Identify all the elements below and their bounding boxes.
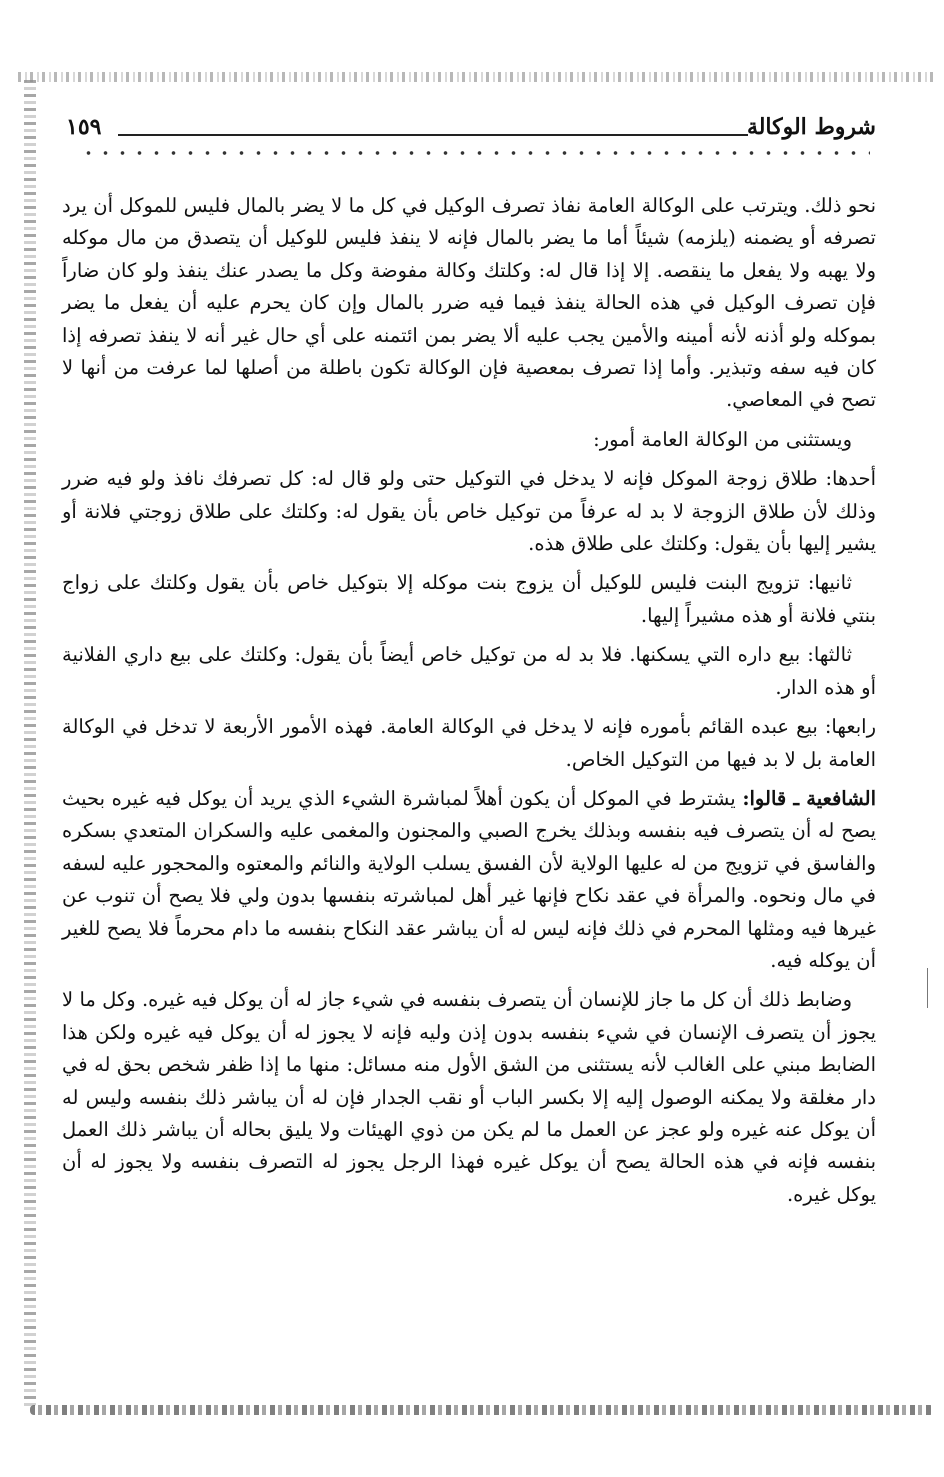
paragraph [62, 190, 876, 417]
decorative-border-left [24, 80, 36, 1410]
decorative-border-top [18, 72, 934, 82]
paragraph [62, 567, 876, 632]
margin-mark [927, 968, 928, 1008]
paragraph-lead: الشافعية ـ قالوا: [742, 786, 876, 810]
paragraph-text: ثانيها: تزويج البنت فليس للوكيل أن يزوج بنت موكله إلا بتوكيل خاص بأن يقول وكلتك على زواج بنتي فلانة أو هذه مشيراً إليها. [62, 571, 876, 627]
page-number: ١٥٩ [66, 114, 102, 140]
header-rule [118, 134, 748, 136]
paragraph-text: وضابط ذلك أن كل ما جاز للإنسان أن يتصرف بنفسه في شيء جاز له أن يوكل فيه غيره. وكل ما لا يجوز أن يتصرف الإنسان في شيء بنفسه بدون إذن وليه فإنه لا يجوز له أن يوكل فيه غيره ولكن هذا الضابط مبني على الغالب لأنه يستثنى من الشق الأول منه مسائل: منها ما إذا ظفر شخص بحق له في دار مغلقة ولا يمكنه الوصول إليه إلا بكسر الباب أو نقب الجدار فإن له أن يباشر ذلك بنفسه وليس له أن يوكل عنه غيره ولو عجز عن العمل ما لم يكن من ذوي الهيئات ولا يليق بحاله أن يباشر ذلك العمل بنفسه فإنه في هذه الحالة يصح أن يوكل غيره فهذا الرجل يجوز له التصرف بنفسه ولا يجوز له أن يوكل غيره. [62, 988, 876, 1206]
paragraph-text: يشترط في الموكل أن يكون أهلاً لمباشرة الشيء الذي يريد أن يوكل فيه غيره بحيث يصح له أن يتصرف فيه بنفسه وبذلك يخرج الصبي والمجنون والمغمى عليه والسكران المتعدي بسكره والفاسق في تزويج من له عليها الولاية لأن الفسق يسلب الولاية والنائم والمعتوه والمحجور عليه لسفه في مال ونحوه. والمرأة في عقد نكاح فإنها غير أهل لمباشرته بنفسها بدون ولي فلا يصح أن تنوب عن غيرها فيه ومثلها المحرم في ذلك فإنه ليس له أن يباشر عقد النكاح بنفسه ما دام محرماً فلا يصح للغير أن يوكله فيه. [62, 786, 876, 972]
running-title: شروط الوكالة [746, 114, 876, 140]
paragraph-text: نحو ذلك. ويترتب على الوكالة العامة نفاذ تصرف الوكيل في كل ما لا يضر بالمال فليس للموكل أن يرد تصرفه أو يضمنه (يلزمه) شيئاً أما ما يضر بالمال فإنه لا ينفذ فليس للوكيل أن يتصدق من مال موكله ولا يهبه ولا يفعل ما ينقصه. إلا إذا قال له: وكلتك وكالة مفوضة وكل ما يصدر عنك ينفذ ولو كان ضاراً فإن تصرف الوكيل في هذه الحالة ينفذ فيما فيه ضرر بالمال وإن كان يحرم عليه أن يفعل ما يضر بموكله ولو أذنه لأنه أمينه والأمين يجب عليه ألا يضر بمن ائتمنه على أي حال غير أنه لا ينفذ تصرفه إذا كان فيه سفه وتبذير. وأما إذا تصرف بمعصية فإن الوكالة تكون باطلة من أصلها لما عرفت من أنها لا تصح في المعاصي. [62, 194, 877, 412]
page-body [62, 190, 876, 1218]
paragraph [62, 783, 876, 977]
paragraph-text: ويستثنى من الوكالة العامة أمور: [593, 427, 852, 451]
paragraph-text: أحدها: طلاق زوجة الموكل فإنه لا يدخل في التوكيل حتى ولو قال له: كل تصرفك نافذ ولو فيه ضرر وذلك لأن طلاق الزوجة لا بد له عرفاً من توكيل خاص بأن يقول له: وكلتك على طلاق زوجتي فلانة أو يشير إليها بأن يقول: وكلتك على طلاق هذه. [62, 467, 876, 556]
paragraph [62, 984, 876, 1211]
paragraph [62, 639, 876, 704]
dotted-separator [80, 150, 870, 156]
paragraph [62, 711, 876, 776]
paragraph [62, 424, 876, 456]
paragraph-text: رابعها: بيع عبده القائم بأموره فإنه لا يدخل في الوكالة العامة. فهذه الأمور الأربعة لا تدخل في الوكالة العامة بل لا بد فيها من التوكيل الخاص. [62, 715, 876, 771]
decorative-border-bottom [30, 1405, 934, 1415]
paragraph-text: ثالثها: بيع داره التي يسكنها. فلا بد له من توكيل خاص أيضاً بأن يقول: وكلتك على بيع داري الفلانية أو هذه الدار. [62, 643, 876, 699]
paragraph [62, 463, 876, 560]
page-header [66, 112, 876, 146]
